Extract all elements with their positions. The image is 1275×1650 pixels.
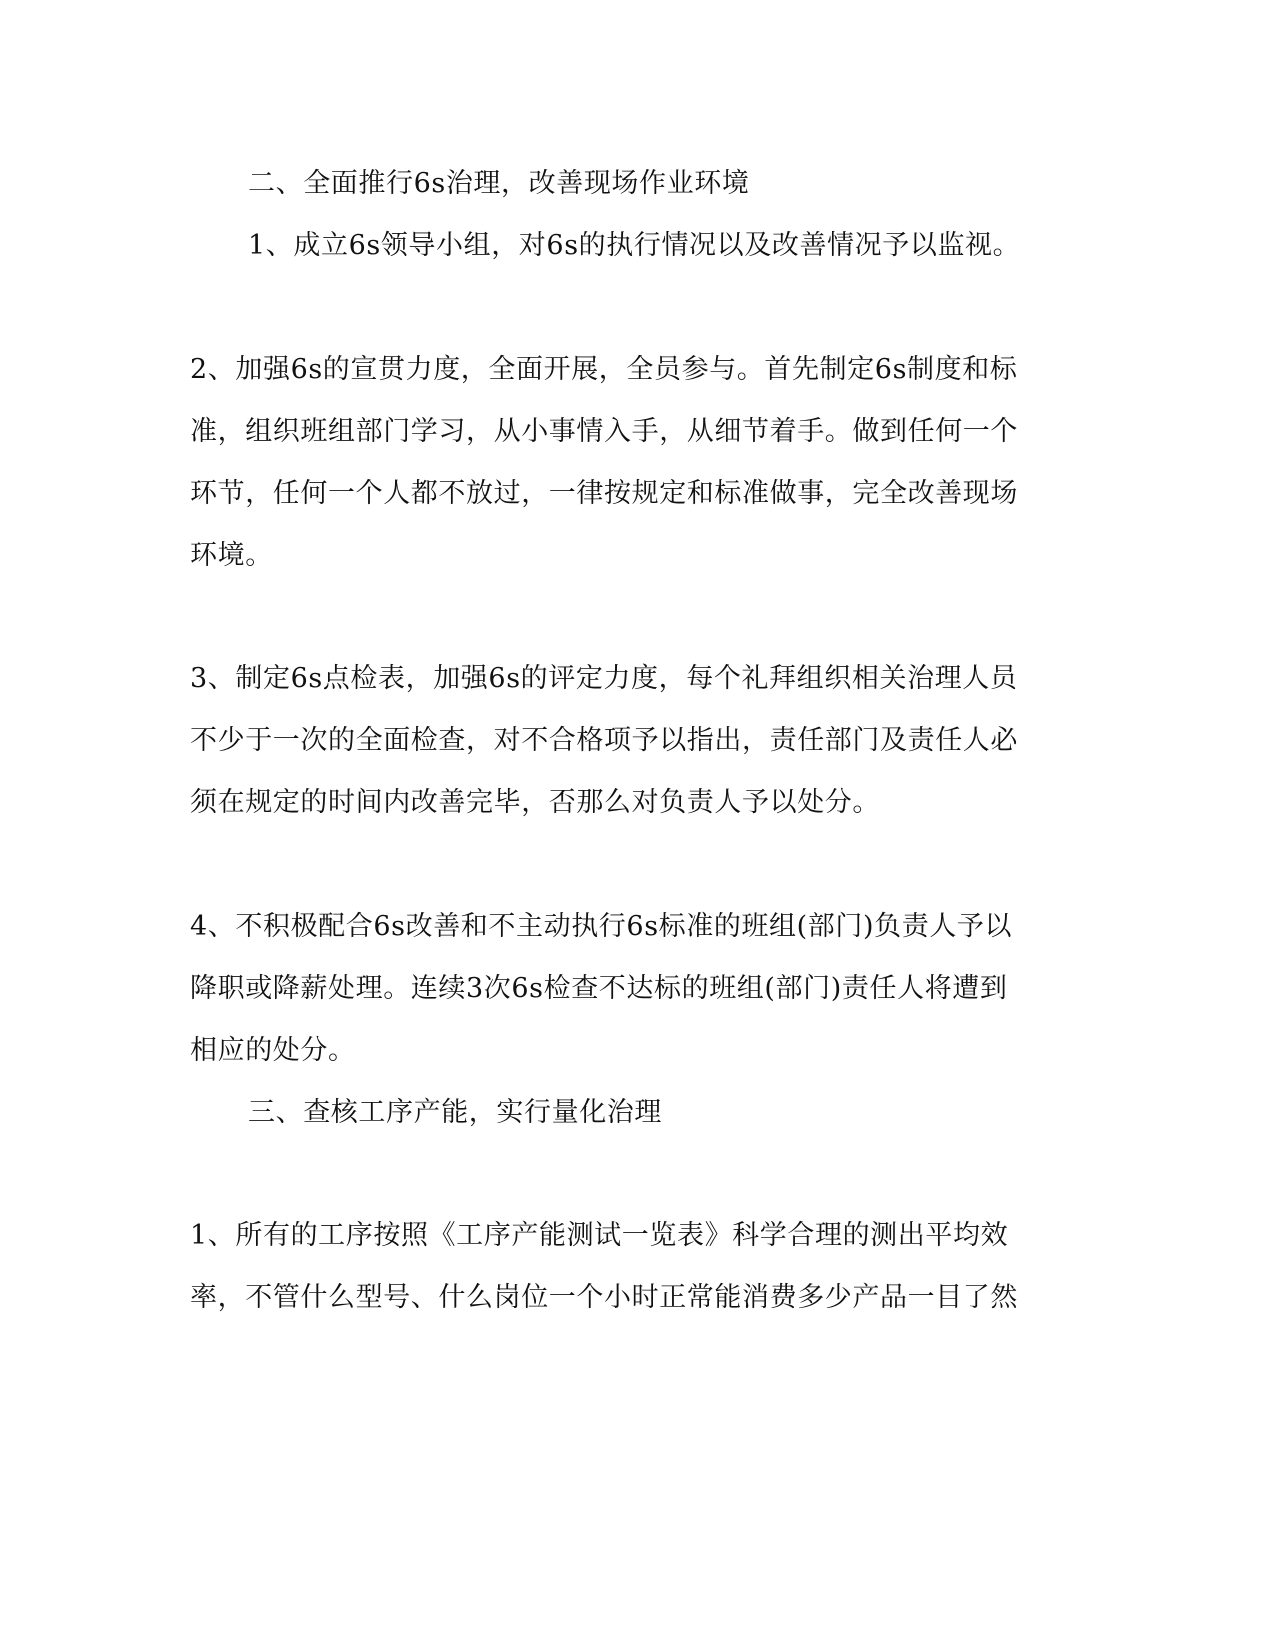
paragraph-6s-item-4-line-1: 4、不积极配合6s改善和不主动执行6s标准的班组(部门)负责人予以 bbox=[190, 911, 1013, 942]
paragraph-6s-item-2-line-1: 2、加强6s的宣贯力度，全面开展，全员参与。首先制定6s制度和标 bbox=[190, 354, 1018, 385]
paragraph-6s-item-4-line-2: 降职或降薪处理。连续3次6s检查不达标的班组(部门)责任人将遭到 bbox=[190, 973, 1008, 1004]
paragraph-6s-item-4-line-3: 相应的处分。 bbox=[190, 1035, 356, 1066]
paragraph-6s-item-3-line-1: 3、制定6s点检表，加强6s的评定力度，每个礼拜组织相关治理人员 bbox=[190, 663, 1018, 694]
paragraph-6s-item-2-line-3: 环节，任何一个人都不放过，一律按规定和标准做事，完全改善现场 bbox=[190, 478, 1018, 509]
paragraph-6s-item-1: 1、成立6s领导小组，对6s的执行情况以及改善情况予以监视。 bbox=[248, 230, 1021, 261]
paragraph-6s-item-2-line-4: 环境。 bbox=[190, 540, 273, 571]
section-heading-process-capacity: 三、查核工序产能，实行量化治理 bbox=[248, 1097, 662, 1128]
paragraph-6s-item-3-line-3: 须在规定的时间内改善完毕，否那么对负责人予以处分。 bbox=[190, 787, 880, 818]
section-heading-6s-management: 二、全面推行6s治理，改善现场作业环境 bbox=[248, 168, 750, 199]
paragraph-capacity-item-1-line-1: 1、所有的工序按照《工序产能测试一览表》科学合理的测出平均效 bbox=[190, 1220, 1009, 1251]
paragraph-6s-item-2-line-2: 准，组织班组部门学习，从小事情入手，从细节着手。做到任何一个 bbox=[190, 416, 1018, 447]
paragraph-capacity-item-1-line-2: 率，不管什么型号、什么岗位一个小时正常能消费多少产品一目了然 bbox=[190, 1282, 1018, 1313]
paragraph-6s-item-3-line-2: 不少于一次的全面检查，对不合格项予以指出，责任部门及责任人必 bbox=[190, 725, 1018, 756]
